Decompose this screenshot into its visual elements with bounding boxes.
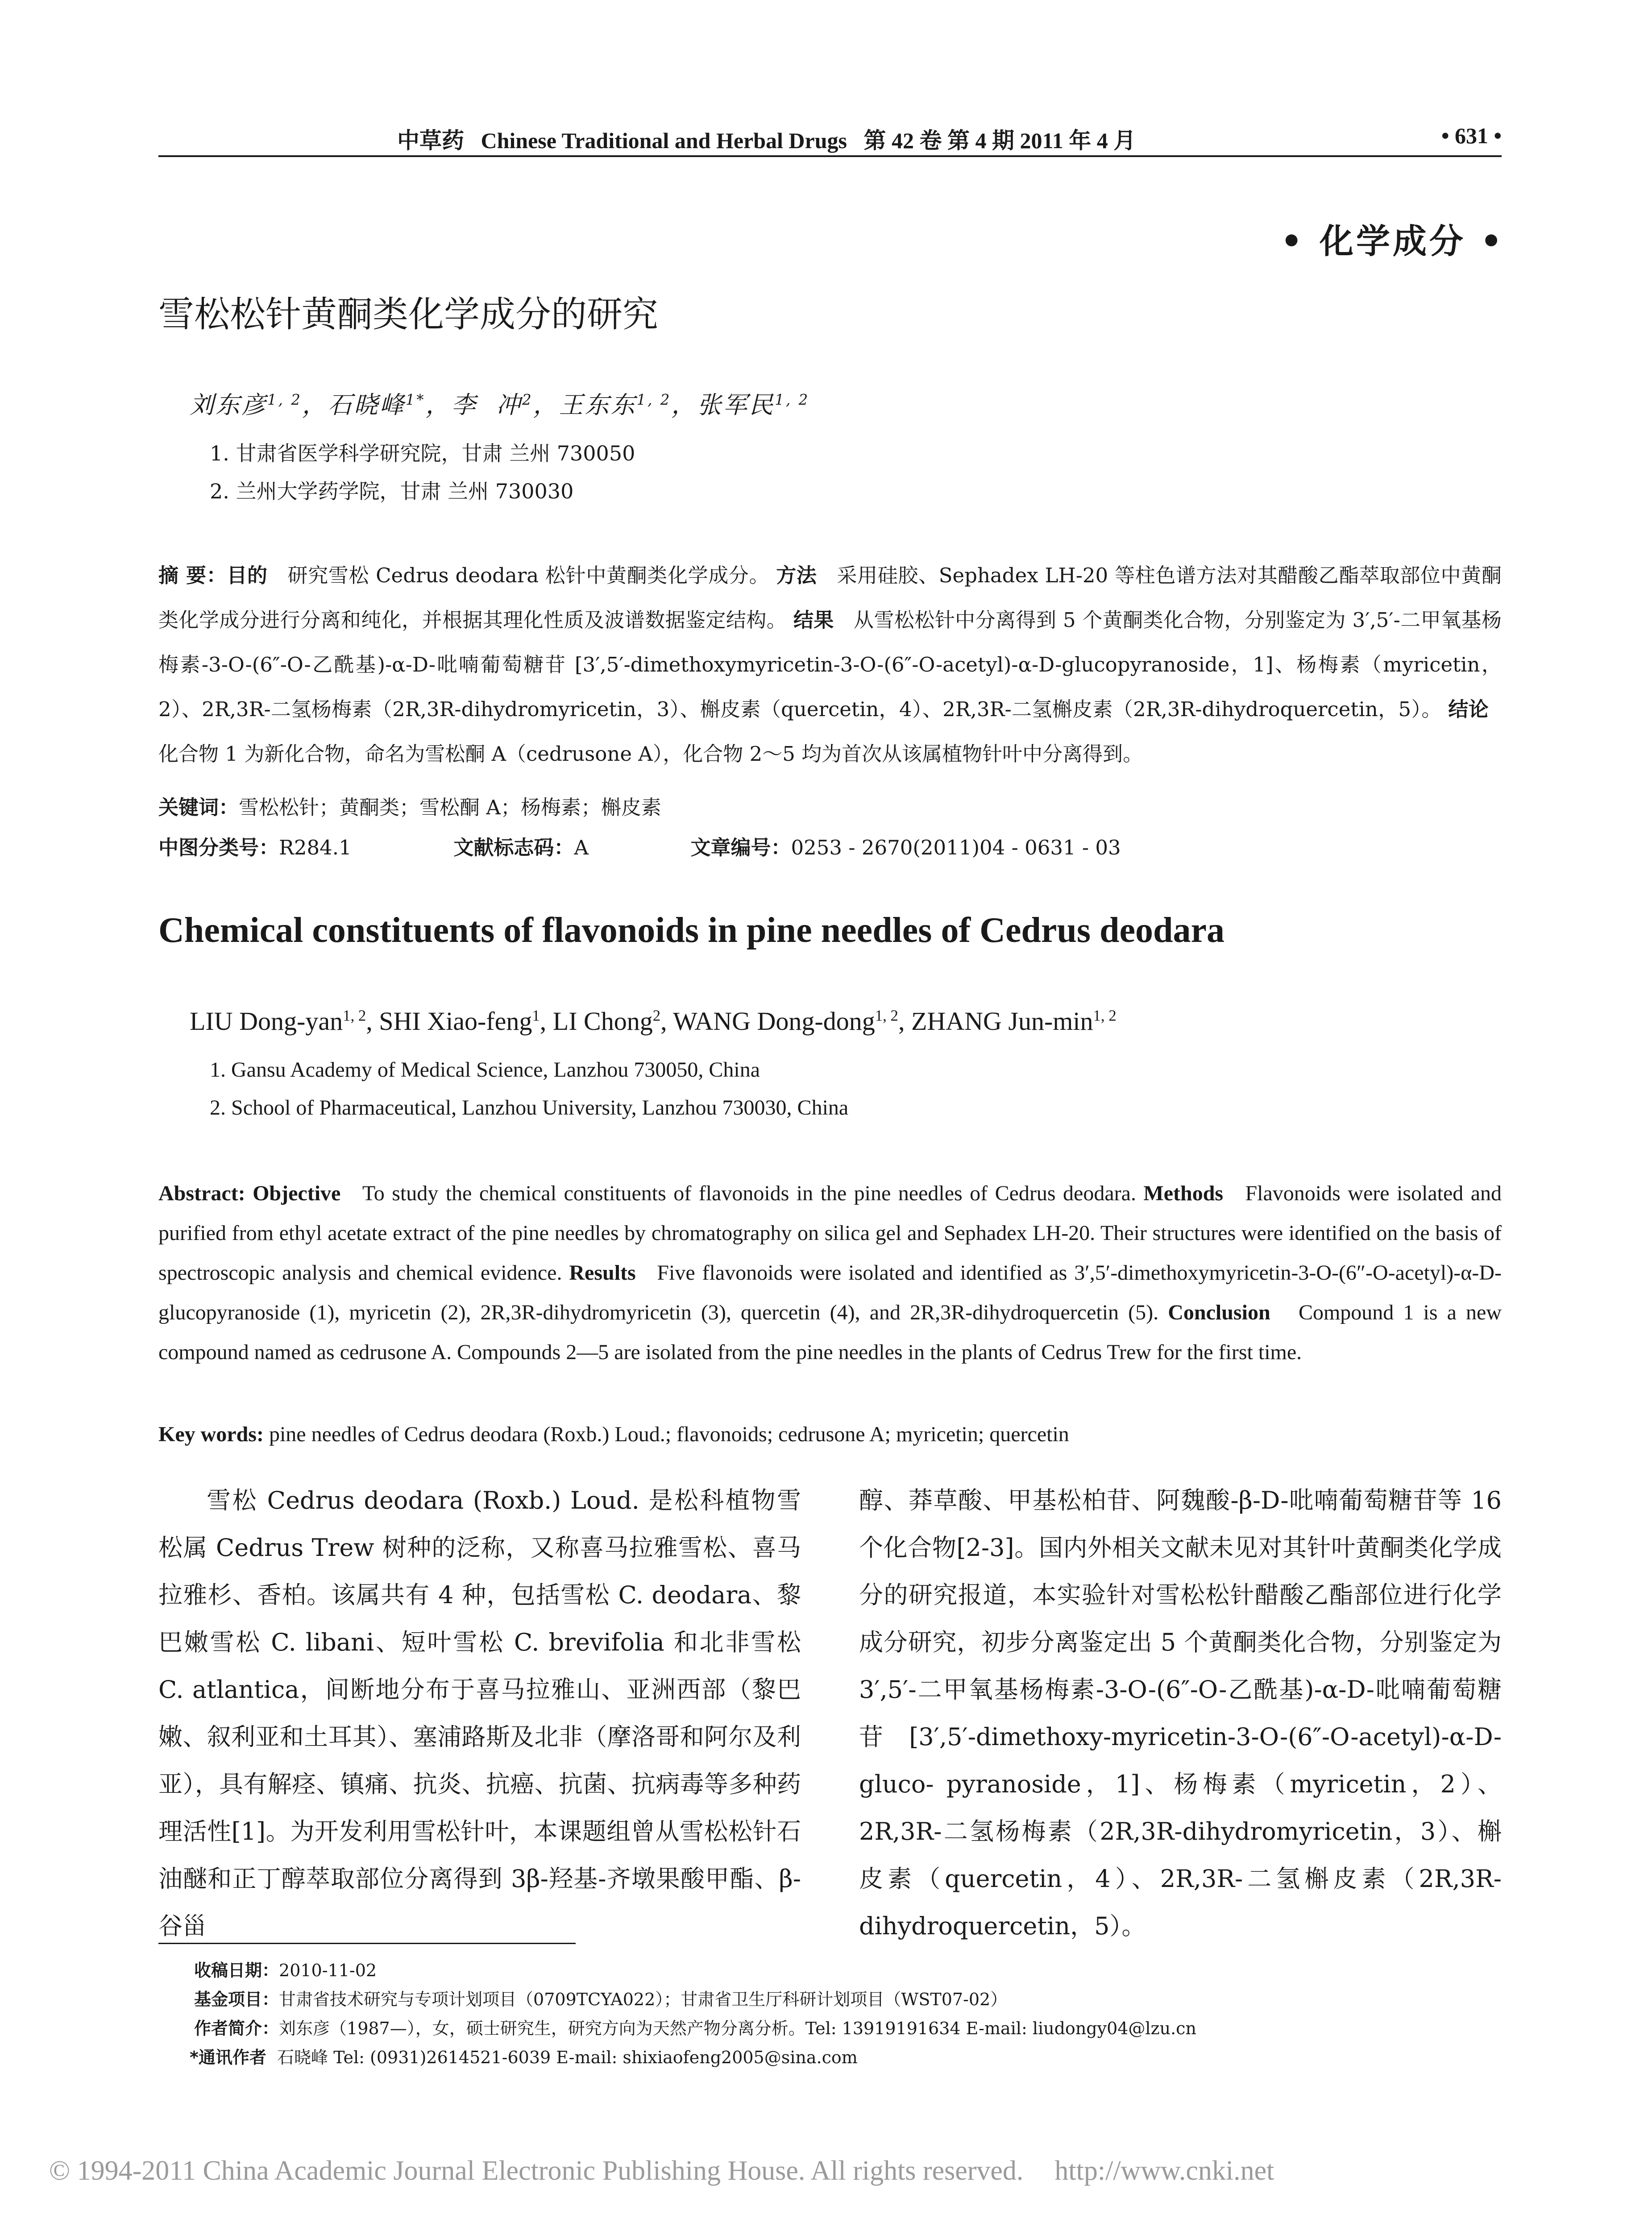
- methods-label-cn: 方法: [776, 564, 817, 587]
- running-header: [158, 120, 1502, 156]
- footnote-label: 作者简介：: [194, 2019, 279, 2038]
- article-number-value: 0253 - 2670(2011)04 - 0631 - 03: [791, 836, 1121, 859]
- keywords-cn: [158, 785, 1502, 830]
- copyright-url: http://www.cnki.net: [1054, 2156, 1274, 2186]
- body-column-left: [158, 1477, 801, 1950]
- methods-en: Flavonoids were isolated and purified from ethyl acetate extract of the pine needles by chromatography on silica gel and Sephadex LH-20. Their structures were identified on the basis of spectroscopic analysis and chemical evidence.: [158, 1182, 1502, 1285]
- clc-label: 中图分类号：: [158, 836, 279, 859]
- objective-en: To study the chemical constituents of flavonoids in the pine needles of Cedrus deodara.: [362, 1182, 1136, 1205]
- page-number: • 631 •: [1441, 123, 1502, 148]
- footnote-funding: [194, 1986, 1007, 2010]
- conclusion-label-en: Conclusion: [1168, 1301, 1270, 1324]
- footnote-author-bio: [194, 2015, 1196, 2039]
- footnote-text: 甘肃省技术研究与专项计划项目（0709TCYA022）；甘肃省卫生厅科研计划项目（WST07-02）: [279, 1990, 1008, 2009]
- keywords-cn-label: 关键词：: [158, 796, 239, 819]
- conclusion-label-cn: 结论: [1448, 697, 1489, 721]
- copyright-watermark: [49, 2155, 1274, 2187]
- results-cn: 从雪松松针中分离得到 5 个黄酮类化合物，分别鉴定为 3′,5′-二甲氧基杨梅素-3-O-(6″-O-乙酰基)-α-D-吡喃葡萄糖苷 [3′,5′-dimethoxymyricetin-3-O-(6″-O-acetyl)-α-D-glucopyranoside，1]、杨梅素（myricetin，2）、2R,3R-二氢杨梅素（2R,3R-dihydromyricetin，3）、槲皮素（quercetin，4）、2R,3R-二氢槲皮素（2R,3R-dihydroquercetin，5）。: [158, 608, 1502, 721]
- abstract-cn-label: 摘 要：: [158, 564, 227, 587]
- title-en: Chemical constituents of flavonoids in pine needles of Cedrus deodara: [158, 911, 1224, 950]
- header-rule: [158, 155, 1502, 157]
- copyright-text: © 1994-2011 China Academic Journal Electronic Publishing House. All rights reserved.: [49, 2156, 1024, 2186]
- affiliation-cn-1: 1. 甘肃省医学科学研究院，甘肃 兰州 730050: [210, 441, 635, 465]
- journal-name-en: Chinese Traditional and Herbal Drugs: [481, 128, 847, 153]
- footnote-rule: [158, 1943, 576, 1944]
- journal-name-cn: 中草药: [397, 128, 464, 153]
- body-paragraph-1-continued: 醇、莽草酸、甲基松柏苷、阿魏酸-β-D-吡喃葡萄糖苷等 16 个化合物[2-3]。国内外相关文献未见对其针叶黄酮类化学成分的研究报道，本实验针对雪松松针醋酸乙酯部位进行化学成分研究，初步分离鉴定出 5 个黄酮类化合物，分别鉴定为 3′,5′-二甲氧基杨梅素-3-O-(6″-O-乙酰基)-α-D-吡喃葡萄糖苷 [3′,5′-dimethoxy-myricetin-3-O-(6″-O-acetyl)-α-D-gluco- pyranoside，1]、杨梅素（myricetin，2）、2R,3R-二氢杨梅素（2R,3R-dihydromyricetin，3）、槲皮素（quercetin，4）、2R,3R-二氢槲皮素（2R,3R-dihydroquercetin，5）。: [859, 1486, 1502, 1940]
- conclusion-en: Compound 1 is a new compound named as cedrusone A. Compounds 2—5 are isolated from the pine needles in the plants of Cedrus Trew for the first time.: [158, 1301, 1502, 1364]
- abstract-cn: [158, 553, 1502, 776]
- footnote-text: 刘东彦（1987—），女，硕士研究生，研究方向为天然产物分离分析。Tel: 13919191634 E-mail: liudongy04@lzu.cn: [279, 2019, 1196, 2038]
- abstract-en: [158, 1174, 1502, 1372]
- results-en: Five flavonoids were isolated and identified as 3′,5′-dimethoxymyricetin-3-O-(6″-O-acetyl)-α-D-glucopyranoside (1), myricetin (2), 2R,3R-dihydromyricetin (3), quercetin (4), and 2R,3R-dihydroquercetin (5).: [158, 1261, 1502, 1324]
- affiliation-cn-2: 2. 兰州大学药学院，甘肃 兰州 730030: [210, 479, 574, 503]
- affiliation-en-2: 2. School of Pharmaceutical, Lanzhou University, Lanzhou 730030, China: [210, 1096, 849, 1120]
- keywords-en: [158, 1414, 1502, 1454]
- article-number-label: 文章编号：: [690, 836, 791, 859]
- objective-label-cn: 目的: [227, 564, 268, 587]
- authors-cn: 刘东彦$^{1, 2}$，石晓峰$^{1*}$，李 冲$^2$，王东东$^{1, 2}$，张军民$^{1, 2}$: [190, 391, 810, 419]
- affiliation-en-1: 1. Gansu Academy of Medical Science, Lanzhou 730050, China: [210, 1058, 760, 1082]
- footnote-label: *通讯作者: [190, 2048, 266, 2067]
- objective-cn: 研究雪松 Cedrus deodara 松针中黄酮类化学成分。: [287, 564, 770, 587]
- objective-label-en: Objective: [253, 1182, 341, 1205]
- authors-en: LIU Dong-yan$^{1, 2}$, SHI Xiao-feng$^1$, LI Chong$^2$, WANG Dong-dong$^{1, 2}$, ZHANG Jun-$\min^{1, 2}$: [190, 1007, 1117, 1036]
- methods-label-en: Methods: [1143, 1182, 1224, 1205]
- issue-info: 第 42 卷 第 4 期 2011 年 4 月: [863, 128, 1136, 153]
- keywords-en-label: Key words:: [158, 1422, 264, 1446]
- results-label-cn: 结果: [793, 608, 834, 632]
- footnote-text: 石晓峰 Tel: (0931)2614521-6039 E-mail: shixiaofeng2005@sina.com: [277, 2048, 858, 2067]
- doc-code-value: A: [574, 836, 589, 859]
- body-paragraph-1: 雪松 Cedrus deodara (Roxb.) Loud. 是松科植物雪松属 Cedrus Trew 树种的泛称，又称喜马拉雅雪松、喜马拉雅杉、香柏。该属共有 4 种，包括雪松 C. deodara、黎巴嫩雪松 C. libani、短叶雪松 C. brevifolia 和北非雪松 C. atlantica，间断地分布于喜马拉雅山、亚洲西部（黎巴嫩、叙利亚和土耳其）、塞浦路斯及北非（摩洛哥和阿尔及利亚），具有解痉、镇痛、抗炎、抗癌、抗菌、抗病毒等多种药理活性[1]。为开发利用雪松针叶，本课题组曾从雪松松针石油醚和正丁醇萃取部位分离得到 3β-羟基-齐墩果酸甲酯、β-谷甾: [158, 1486, 801, 1940]
- footnote-text: 2010-11-02: [279, 1961, 377, 1980]
- body-column-right: [859, 1477, 1502, 1950]
- classification-line: [158, 825, 1502, 870]
- keywords-en-text: pine needles of Cedrus deodara (Roxb.) Loud.; flavonoids; cedrusone A; myricetin; quercetin: [269, 1422, 1069, 1446]
- results-label-en: Results: [569, 1261, 636, 1285]
- section-label: • 化学成分 •: [1280, 221, 1505, 261]
- clc-value: R284.1: [279, 836, 352, 859]
- conclusion-cn: 化合物 1 为新化合物，命名为雪松酮 A（cedrusone A），化合物 2～5 均为首次从该属植物针叶中分离得到。: [158, 742, 1143, 766]
- footnote-corresponding: [190, 2044, 858, 2068]
- title-cn: 雪松松针黄酮类化学成分的研究: [158, 294, 658, 335]
- abstract-en-label: Abstract:: [158, 1182, 245, 1205]
- journal-line: [397, 123, 1136, 155]
- footnote-label: 基金项目：: [194, 1990, 279, 2009]
- methods-cn: 采用硅胶、Sephadex LH-20 等柱色谱方法对其醋酸乙酯萃取部位中黄酮类化学成分进行分离和纯化，并根据其理化性质及波谱数据鉴定结构。: [158, 564, 1502, 632]
- footnote-received: [194, 1957, 377, 1981]
- footnote-label: 收稿日期：: [194, 1961, 279, 1980]
- keywords-cn-text: 雪松松针；黄酮类；雪松酮 A；杨梅素；槲皮素: [239, 796, 661, 819]
- doc-code-label: 文献标志码：: [453, 836, 574, 859]
